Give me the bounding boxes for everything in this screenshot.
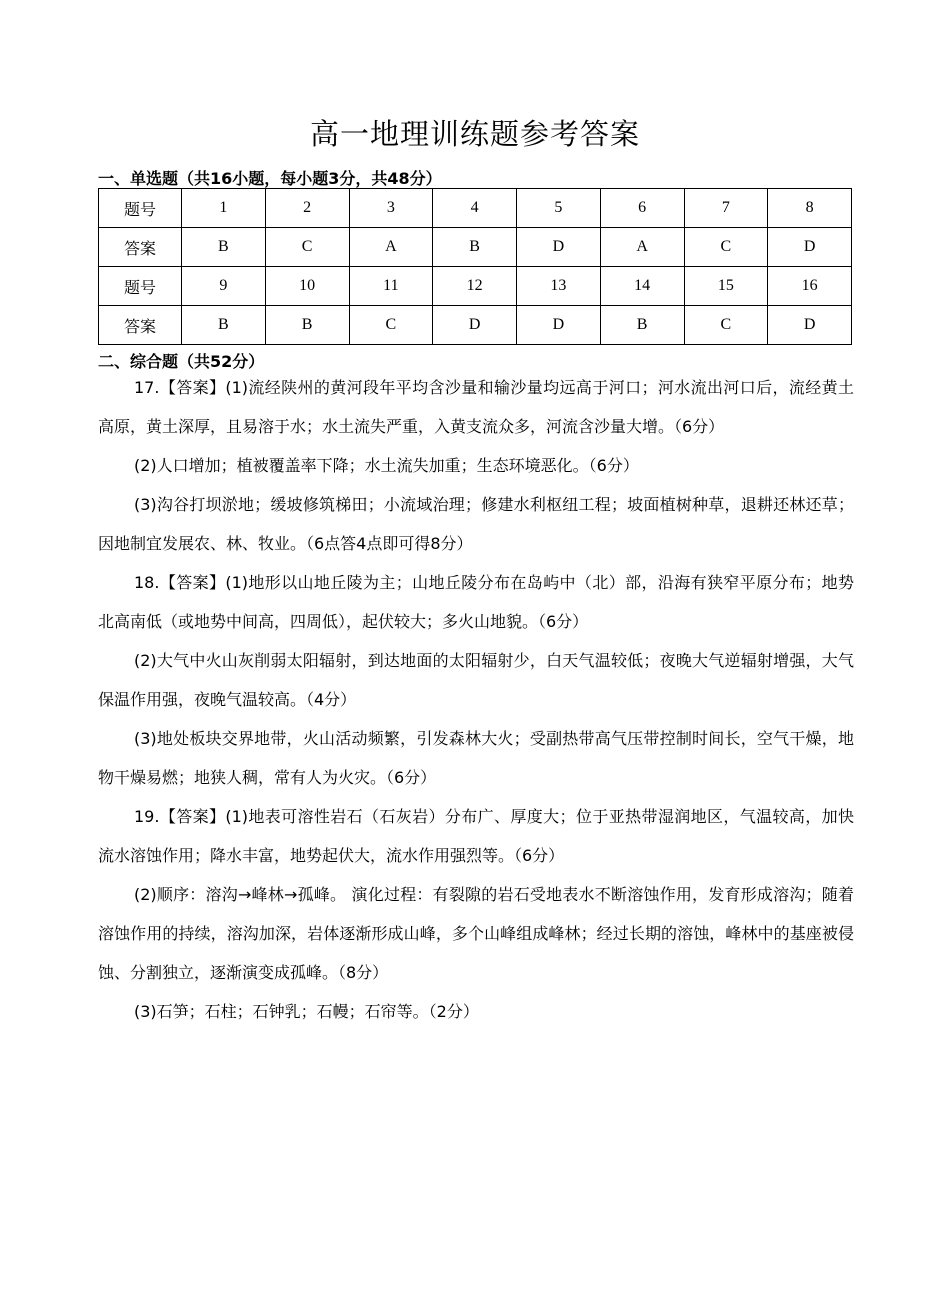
table-cell: C <box>684 228 768 267</box>
answer-paragraph: (2)大气中火山灰削弱太阳辐射，到达地面的太阳辐射少，白天气温较低；夜晚大气逆辐射增强，大气保温作用强，夜晚气温较高。（4分） <box>98 651 854 709</box>
table-cell: B <box>265 306 349 345</box>
table-row <box>99 228 852 267</box>
table-cell: D <box>768 306 852 345</box>
table-cell: 7 <box>684 189 768 228</box>
table-cell: 16 <box>768 267 852 306</box>
row-label: 题号 <box>99 267 182 306</box>
table-cell: 12 <box>433 267 517 306</box>
answer-paragraph: (3)地处板块交界地带，火山活动频繁，引发森林大火；受副热带高气压带控制时间长，空气干燥，地物干燥易燃；地狭人稠，常有人为火灾。（6分） <box>98 729 854 787</box>
table-cell: D <box>768 228 852 267</box>
table-cell: B <box>600 306 684 345</box>
answer-paragraph: (2)人口增加；植被覆盖率下降；水土流失加重；生态环境恶化。（6分） <box>134 456 639 475</box>
answer-paragraph: 18.【答案】(1)地形以山地丘陵为主；山地丘陵分布在岛屿中（北）部，沿海有狭窄平原分布；地势北高南低（或地势中间高，四周低），起伏较大；多火山地貌。（6分） <box>98 573 854 631</box>
table-cell: C <box>684 306 768 345</box>
table-cell: B <box>182 228 266 267</box>
table-cell: A <box>600 228 684 267</box>
row-label: 题号 <box>99 189 182 228</box>
table-cell: 13 <box>517 267 601 306</box>
table-cell: 14 <box>600 267 684 306</box>
table-cell: D <box>517 228 601 267</box>
table-cell: 4 <box>433 189 517 228</box>
table-cell: B <box>433 228 517 267</box>
answer-paragraph: (3)石笋；石柱；石钟乳；石幔；石帘等。（2分） <box>134 1002 479 1021</box>
table-row <box>99 267 852 306</box>
row-label: 答案 <box>99 228 182 267</box>
table-cell: A <box>349 228 433 267</box>
table-cell: C <box>265 228 349 267</box>
table-cell: 11 <box>349 267 433 306</box>
table-cell: 6 <box>600 189 684 228</box>
table-cell: 1 <box>182 189 266 228</box>
table-cell: 10 <box>265 267 349 306</box>
table-cell: 3 <box>349 189 433 228</box>
table-row <box>99 306 852 345</box>
table-cell: B <box>182 306 266 345</box>
table-cell: C <box>349 306 433 345</box>
table-cell: 5 <box>517 189 601 228</box>
table-cell: D <box>517 306 601 345</box>
answer-table <box>98 188 852 345</box>
section-heading-comprehensive: 二、综合题（共52分） <box>98 352 265 371</box>
table-cell: 9 <box>182 267 266 306</box>
answer-paragraph: 17.【答案】(1)流经陕州的黄河段年平均含沙量和输沙量均远高于河口；河水流出河口后，流经黄土高原，黄土深厚，且易溶于水；水土流失严重，入黄支流众多，河流含沙量大增。（6分） <box>98 378 854 436</box>
table-cell: 15 <box>684 267 768 306</box>
answer-body <box>98 368 854 1031</box>
answer-paragraph: (2)顺序：溶沟→峰林→孤峰。 演化过程：有裂隙的岩石受地表水不断溶蚀作用，发育形成溶沟；随着溶蚀作用的持续，溶沟加深，岩体逐渐形成山峰，多个山峰组成峰林；经过长期的溶蚀，峰林中的基座被侵蚀、分割独立，逐渐演变成孤峰。（8分） <box>98 885 854 982</box>
table-cell: D <box>433 306 517 345</box>
table-cell: 8 <box>768 189 852 228</box>
answer-paragraph: 19.【答案】(1)地表可溶性岩石（石灰岩）分布广、厚度大；位于亚热带湿润地区，气温较高，加快流水溶蚀作用；降水丰富，地势起伏大，流水作用强烈等。（6分） <box>98 807 854 865</box>
table-cell: 2 <box>265 189 349 228</box>
row-label: 答案 <box>99 306 182 345</box>
answer-paragraph: (3)沟谷打坝淤地；缓坡修筑梯田；小流域治理；修建水利枢纽工程；坡面植树种草，退耕还林还草；因地制宜发展农、林、牧业。（6点答4点即可得8分） <box>98 495 854 553</box>
table-row <box>99 189 852 228</box>
section-heading-single-choice: 一、单选题（共16小题，每小题3分，共48分） <box>98 169 442 188</box>
page-title: 高一地理训练题参考答案 <box>309 117 640 151</box>
